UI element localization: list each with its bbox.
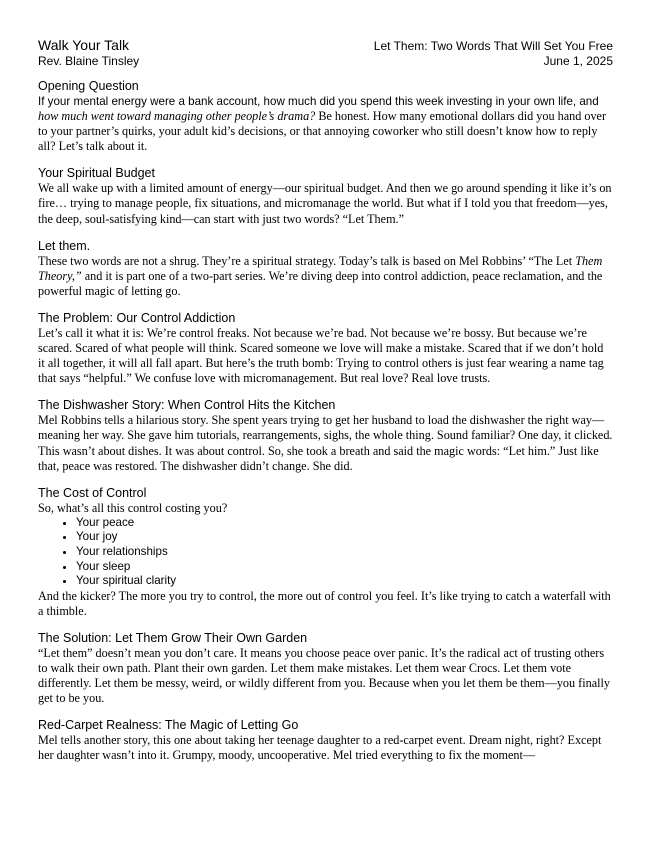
list-item: • Your spiritual clarity: [76, 574, 613, 589]
cost-intro: So, what’s all this control costing you?: [38, 500, 228, 515]
section-heading-dishwasher: The Dishwasher Story: When Control Hits the Kitchen: [38, 398, 336, 413]
talk-date: June 1, 2025: [543, 54, 613, 68]
cost-outro: And the kicker? The more you try to control, the more out of control you feel. It’s like trying to catch a waterfall with a thimble.: [38, 588, 611, 618]
series-title: Let Them: Two Words That Will Set You Free: [373, 39, 613, 53]
document-header: [38, 38, 613, 69]
section-heading-budget: Your Spiritual Budget: [38, 166, 155, 181]
section-heading-cost: The Cost of Control: [38, 485, 147, 500]
section-heading-opening: Opening Question: [38, 79, 139, 93]
opening-text-1: If your mental energy were a bank account, how much did you spend this week investing in your own life, and: [38, 95, 599, 108]
dishwasher-paragraph: Mel Robbins tells a hilarious story. She spent years trying to get her husband to load the dishwasher the right way—meaning her way. She gave him tutorials, rearrangements, sighs, the whole thing. Sound familiar? One day, it clicked. This wasn’t about dishes. It was about control. So, she took a breath and said the magic words: “Let him.” Just like that, peace was restored. The dishwasher didn’t change. She did.: [38, 413, 613, 473]
list-item: • Your relationships: [76, 545, 613, 560]
list-item: • Your peace: [76, 516, 613, 531]
let-them-paragraph: [38, 254, 613, 299]
section-heading-problem: The Problem: Our Control Addiction: [38, 310, 236, 325]
red-carpet-paragraph: Mel tells another story, this one about taking her teenage daughter to a red-carpet event. Dream night, right? Except her daughter wasn’t into it. Grumpy, moody, uncooperative. Mel tried everything to fix the moment—: [38, 733, 602, 763]
opening-paragraph: [38, 94, 613, 154]
header-row-2: [38, 54, 613, 69]
cost-list: [38, 516, 613, 589]
section-heading-let-them: Let them.: [38, 238, 91, 253]
section-heading-solution: The Solution: Let Them Grow Their Own Garden: [38, 630, 308, 645]
header-row-1: [38, 38, 613, 54]
section-heading-red-carpet: Red-Carpet Realness: The Magic of Letting Go: [38, 718, 299, 733]
document-page: [38, 38, 613, 764]
list-item: • Your sleep: [76, 560, 613, 575]
opening-text-rest: Be honest. How many emotional dollars did you hand over to your partner’s quirks, your adult kid’s decisions, or that annoying coworker who still doesn’t know how to reply all? Let’s talk about it.: [38, 109, 607, 154]
list-item: • Your joy: [76, 530, 613, 545]
opening-text-emphasis: how much went toward managing other people’s drama?: [38, 109, 316, 124]
solution-paragraph: “Let them” doesn’t mean you don’t care. It means you choose peace over panic. It’s the radical act of trusting others to walk their own path. Plant their own garden. Let them make mistakes. Let them wear Crocs. Let them vote differently. Let them be messy, weird, or wildly different from you. Because when you let them be them—you finally get to be you.: [38, 645, 610, 706]
budget-paragraph: We all wake up with a limited amount of energy—our spiritual budget. And then we go around spending it like it’s on fire… trying to manage people, fix situations, and micromanage the world. But what if I told you that freedom—yes, the deep, soul-satisfying kind—can start with just two words? “Let Them.”: [38, 181, 612, 226]
problem-paragraph: Let’s call it what it is: We’re control freaks. Not because we’re bad. Not because we’re bossy. But because we’re scared. Scared of what people will think. Scared someone we love will make a mistake. Scared that if we don’t hold it all together, it will all fall apart. But here’s the truth bomb: Trying to control others is just fear wearing a name tag that says “helpful.” We confuse love with micromanagement. But real love? Real love trusts.: [38, 325, 604, 386]
talk-title: Walk Your Talk: [38, 37, 130, 53]
let-them-text-1: These two words are not a shrug. They’re a spiritual strategy. Today’s talk is based on Mel Robbins’ “The Let: [38, 253, 576, 268]
let-them-text-rest: and it is part one of a two-part series. We’re diving deep into control addiction, peace reclamation, and the powerful magic of letting go.: [38, 268, 603, 298]
author-name: Rev. Blaine Tinsley: [38, 54, 140, 68]
let-them-text-emphasis: Them Theory,”: [38, 253, 603, 283]
